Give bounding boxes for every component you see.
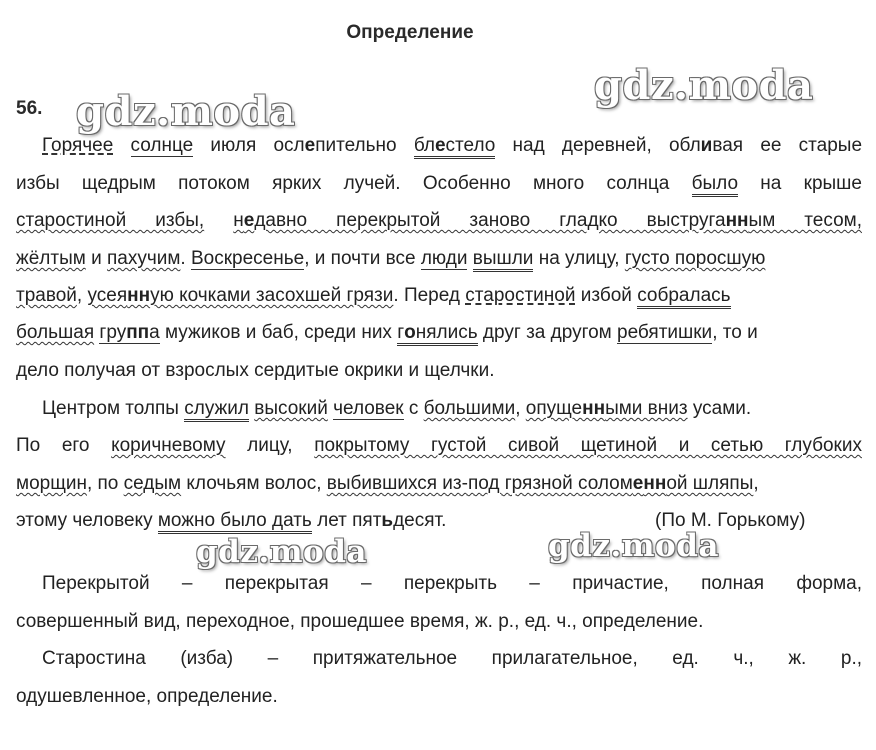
word: травой	[16, 285, 77, 306]
analysis-line: Перекрытой – перекрытая – перекрыть – причастие, полная форма,	[42, 573, 862, 594]
text-fragment: Центром толпы	[42, 398, 185, 419]
text-fragment: мужиков и баб, среди них	[159, 322, 398, 343]
text-fragment: лет пят	[311, 510, 382, 531]
text-fragment: , то и	[712, 322, 758, 343]
text-fragment: избой	[575, 285, 638, 306]
word: старостиной избы,	[16, 210, 205, 231]
highlight-letter: е	[243, 210, 255, 231]
text-fragment: ,	[753, 473, 759, 494]
word: густо поросшую	[624, 248, 766, 269]
page-title: Определение	[346, 22, 474, 43]
text-fragment: усами.	[687, 398, 752, 419]
exercise-number: 56.	[16, 98, 43, 119]
text-fragment: ыми вниз	[605, 398, 688, 419]
highlight-letter: е	[632, 473, 644, 494]
text-fragment: вая ее старые	[712, 135, 863, 156]
word: коричневому	[111, 435, 226, 456]
analysis-line: совершенный вид, переходное, прошедшее время, ж. р., ед. ч., определение.	[16, 611, 704, 632]
highlight-letter: нн	[725, 210, 749, 231]
text-fragment: нялись	[415, 322, 478, 343]
text-fragment: ой шляпы	[666, 473, 754, 494]
highlight-letter: о	[404, 322, 416, 343]
text-fragment: давно перекрытой заново гладко выструга	[254, 210, 726, 231]
word: ребятишки	[617, 322, 713, 343]
text-fragment: ,	[76, 285, 83, 306]
word: солнце	[130, 135, 194, 156]
word: жёлтым	[16, 248, 86, 269]
text-fragment: опуще	[525, 398, 583, 419]
word: большими	[423, 398, 516, 419]
text-fragment: , по	[86, 473, 124, 494]
word: старостиной	[465, 285, 576, 306]
word: служил	[184, 398, 249, 422]
word: вышли	[473, 248, 534, 272]
word: покрытому густой сивой щетиной и сетью глубоких	[314, 435, 862, 456]
text-fragment: ым тесом,	[748, 210, 862, 231]
highlight-letter: и	[700, 135, 713, 156]
text-fragment: на крыше	[738, 173, 862, 194]
text-fragment: и	[91, 248, 102, 269]
word: собралась	[637, 285, 730, 309]
watermark-logo: gdz.moda	[548, 528, 719, 564]
text-fragment: на улицу,	[533, 248, 625, 269]
text-fragment: избы щедрым потоком ярких лучей. Особенно много солнца	[16, 173, 692, 194]
highlight-letter: ь	[381, 510, 394, 531]
text-fragment: десят.	[393, 510, 447, 531]
text-fragment: с	[403, 398, 424, 419]
source-attribution: (По М. Горькому)	[655, 510, 806, 531]
watermark-logo: gdz.moda	[196, 534, 367, 570]
text-fragment: июля осл	[210, 135, 305, 156]
text-fragment: этому человеку	[16, 510, 158, 531]
word: пахучим	[106, 248, 181, 269]
word: Горячее	[42, 135, 114, 156]
text-line	[16, 285, 862, 307]
text-fragment: г	[397, 322, 405, 343]
watermark-logo: gdz.moda	[594, 62, 814, 109]
text-fragment: гру	[99, 322, 127, 343]
text-fragment: над деревней, обл	[512, 135, 701, 156]
text-fragment: н	[233, 210, 244, 231]
highlight-letter: нн	[643, 473, 667, 494]
highlight-letter: пп	[126, 322, 150, 343]
text-fragment: , и почти все	[304, 248, 421, 269]
text-fragment: а	[149, 322, 160, 343]
text-fragment: пительно	[315, 135, 397, 156]
text-fragment: По его	[16, 435, 112, 456]
text-fragment: бл	[413, 135, 435, 156]
text-fragment: стело	[445, 135, 496, 156]
word: седым	[123, 473, 182, 494]
word: Воскресенье	[190, 248, 305, 269]
analysis-line: одушевленное, определение.	[16, 686, 278, 707]
text-line	[16, 173, 862, 195]
highlight-letter: нн	[127, 285, 151, 306]
text-fragment: усея	[87, 285, 128, 306]
text-line	[16, 322, 862, 344]
word: человек	[333, 398, 404, 419]
text-fragment: лицу,	[225, 435, 315, 456]
word: большая	[16, 322, 95, 343]
analysis-line: Старостина (изба) – притяжательное прилагательное, ед. ч., ж. р.,	[42, 648, 862, 669]
word: морщин	[16, 473, 87, 494]
highlight-letter: е	[304, 135, 316, 156]
text-line	[16, 210, 862, 232]
text-fragment: .	[180, 248, 186, 269]
text-line	[42, 135, 862, 157]
text-line	[16, 435, 862, 457]
text-fragment: ,	[515, 398, 526, 419]
text-line: дело получая от взрослых сердитые окрики и щелчки.	[16, 360, 495, 381]
word: высокий	[254, 398, 328, 419]
highlight-letter: нн	[582, 398, 606, 419]
text-fragment: выбившихся из-под грязной солом	[326, 473, 633, 494]
text-line	[16, 248, 862, 270]
watermark-logo: gdz.moda	[76, 88, 296, 135]
text-fragment: клочьям волос,	[181, 473, 327, 494]
highlight-letter: е	[434, 135, 446, 156]
text-fragment: друг за другом	[477, 322, 618, 343]
text-line	[16, 473, 862, 495]
word: было	[692, 173, 738, 197]
text-line	[42, 398, 862, 420]
text-fragment: ую кочками засохшей грязи	[150, 285, 394, 306]
word: люди	[420, 248, 468, 269]
word: можно было дать	[158, 510, 312, 534]
text-fragment: . Перед	[393, 285, 466, 306]
